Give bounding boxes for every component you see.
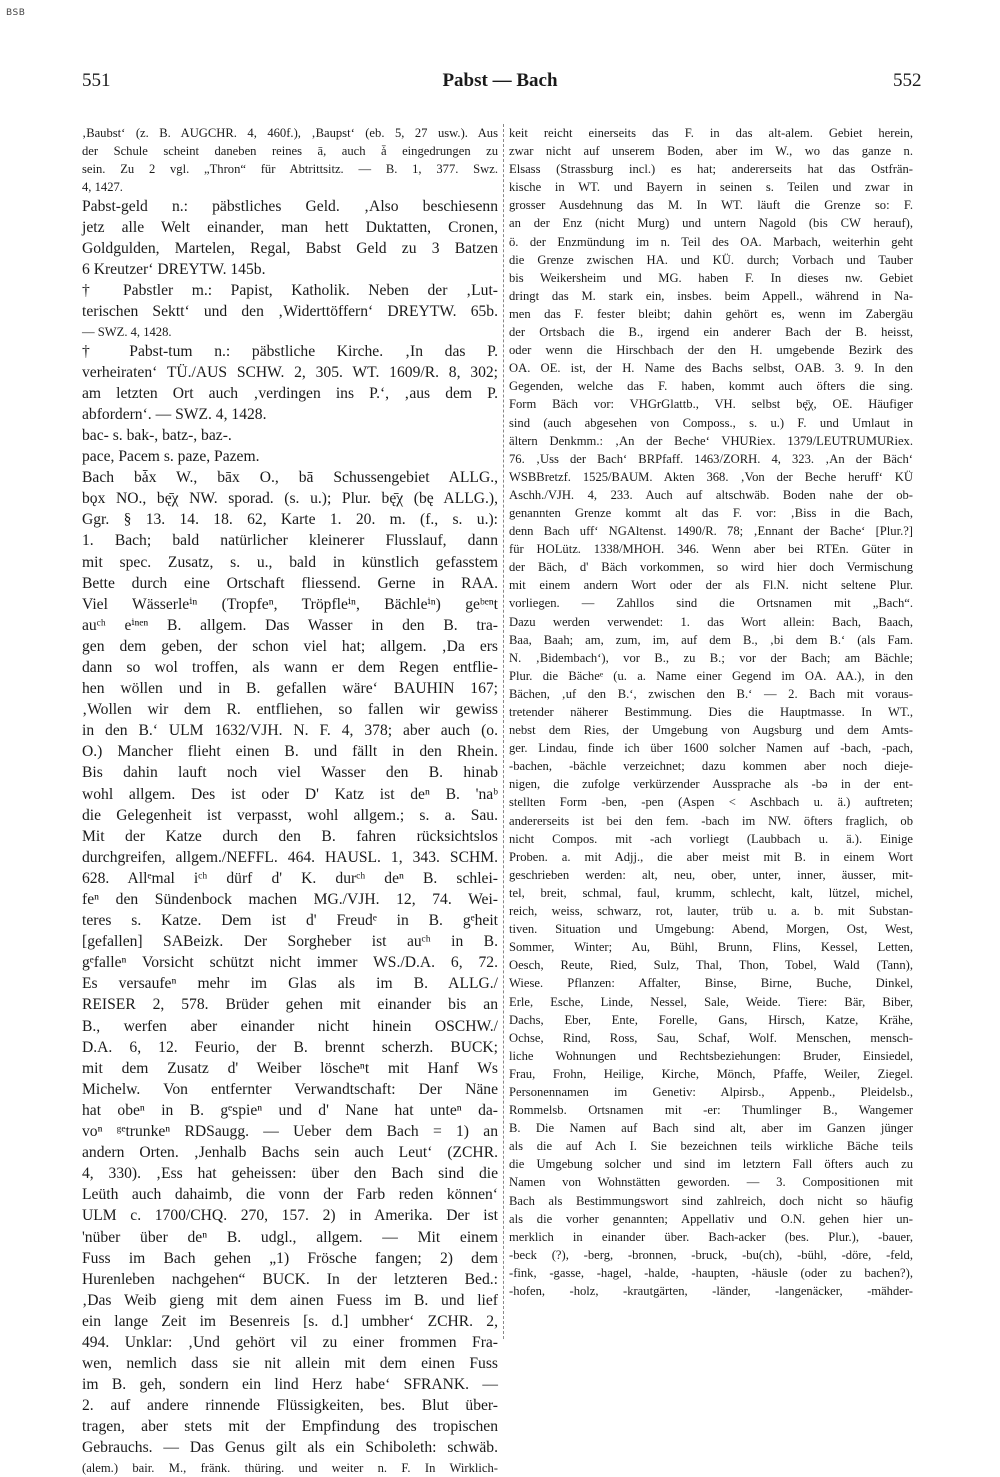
text-line: denn Bach uff‘ NGAltenst. 1490/R. 78; ‚Ennant der Bache‘ [Plur.?] bbox=[509, 524, 913, 539]
text-line: Leüth auch dahaimb, die vonn der Farb reden können‘ bbox=[82, 1186, 498, 1204]
text-line: nebst dem Ries, der Umgebung von Augsburg und dem Amts- bbox=[509, 723, 913, 738]
text-line: andern Orten. ‚Jenhalb Bachs sein auch Leut‘ (ZCHR. bbox=[82, 1144, 498, 1162]
text-line: mit einem andern Wort oder der als Fl.N. nicht seltene Plur. bbox=[509, 578, 913, 593]
text-line: † Pabst-tum n.: päbstliche Kirche. ‚In das P. bbox=[82, 342, 498, 360]
text-line: 628. Allᵉmal iᶜʰ dürf d' K. durᶜʰ deⁿ B. schlei- bbox=[82, 869, 498, 887]
left-text-column bbox=[82, 124, 498, 1475]
text-line: der Bäch, d' Bäch vorkommen, so wird hier doch Vermischung bbox=[509, 560, 913, 575]
text-line: Dachs, Eber, Ente, Forelle, Gans, Hirsch, Katze, Krähe, bbox=[509, 1012, 913, 1027]
text-line: reich, weiss, schwarz, rot, lauter, trüb u. a. b. mit Substan- bbox=[509, 904, 913, 919]
text-line: Bette durch eine Ortschaft fliessend. Gerne in RAA. bbox=[82, 574, 498, 592]
text-line: Proben. a. mit Adjj., die aber meist mit B. in einem Wort bbox=[509, 849, 913, 864]
text-line: auᶜʰ eⁱⁿᵉⁿ B. allgem. Das Wasser in den B. tra- bbox=[82, 616, 498, 634]
text-line: geschrieben werden: alt, neu, ober, unter, inner, äusser, mit- bbox=[509, 867, 913, 882]
text-line: nicht Compos. mit -ach vorliegt (Laubbach u. ä.). Einige bbox=[509, 831, 913, 846]
text-line: 4, 330). ‚Ess hat geheissen: über den Bach sind die bbox=[82, 1165, 498, 1183]
text-line: nigen, die zufolge verkürzender Aussprache als -bə in der ent- bbox=[509, 777, 913, 792]
text-line: Mit der Katze durch den B. fahren rücksichtslos bbox=[82, 827, 498, 845]
text-line: als die vorher genannten; Appellativ und O.N. gehen hier un- bbox=[509, 1211, 913, 1226]
text-line: — SWZ. 4, 1428. bbox=[82, 324, 172, 339]
text-line: † Pabstler m.: Papist, Katholik. Neben der ‚Lut- bbox=[82, 282, 498, 300]
text-line: verheiraten‘ TÜ./AUS SCHW. 2, 305. WT. 1609/R. 8, 302; bbox=[82, 363, 498, 381]
text-line: ger. Lindau, finde ich über 1600 solcher Namen auf -bach, -pach, bbox=[509, 741, 913, 756]
text-line: die Grenze zwischen HA. und KÜ. durch; Vorbach und Tauber bbox=[509, 252, 913, 267]
text-line: tragen, aber stets mit der Empfindung des tropischen bbox=[82, 1418, 498, 1436]
text-line: hen wöllen und in B. gefallen wäre‘ BAUHIN 167; bbox=[82, 680, 498, 698]
text-line: -hofen, -holz, -krautgärten, -länder, -langenäcker, -mähder- bbox=[509, 1284, 913, 1298]
text-line: Ggr. § 13. 14. 18. 62, Karte 1. 20. m. (f., s. u.): bbox=[82, 511, 498, 529]
text-line: bis Weikersheim und MG. haben F. In dieses nw. Gebiet bbox=[509, 270, 913, 285]
text-line: wohl allgem. Des ist oder D' Katz ist deⁿ B. 'naᵇ bbox=[82, 785, 498, 803]
text-line: Form Bäch vor: VHGrGlattb., VH. selbst bę̄χ, OE. Häufiger bbox=[509, 397, 913, 412]
text-line: OA. OE. ist, der H. Name des Bachs selbst, OAB. 3. 9. In den bbox=[509, 361, 913, 376]
column-divider bbox=[503, 124, 504, 1339]
text-line: dringt das M. stark ein, insbes. beim Appell., während in Na- bbox=[509, 288, 913, 303]
running-title: Pabst — Bach bbox=[442, 70, 558, 91]
text-line: ULM c. 1700/CHQ. 270, 157. 2) in Amerika. Der ist bbox=[82, 1207, 498, 1225]
text-line: Bach als Bestimmungswort sind zahlreich, doch nicht so häufig bbox=[509, 1193, 913, 1208]
text-line: gen dem geben, der schon viel hat; allgem. ‚Da ers bbox=[82, 637, 498, 655]
text-line: bac- s. bak-, batz-, baz-. bbox=[82, 426, 232, 444]
text-line: für HOLütz. 1338/MHOH. 346. Wenn aber bei RTEn. Güter in bbox=[509, 542, 913, 557]
text-line: merklich in einander über. Bach-acker (bes. Plur.), -bauer, bbox=[509, 1229, 913, 1244]
text-line: Aschh./VJH. 4, 233. Auch auf altschwäb. Boden nahe der ob- bbox=[509, 487, 913, 502]
text-line: B. Die Namen auf Bach sind alt, aber im Ganzen jünger bbox=[509, 1121, 913, 1136]
page-header bbox=[0, 70, 1000, 102]
text-line: 76. ‚Uss der Bach‘ BRPfaff. 1463/ZORH. 4, 323. ‚An der Bäch‘ bbox=[509, 451, 913, 466]
text-line: Personennamen im Genetiv: Alpirsb., Appenb., Pleidelsb., bbox=[509, 1084, 913, 1099]
text-line: Elsass (Strassburg incl.) es hat; andererseits hat das Ostfrän- bbox=[509, 162, 913, 177]
text-line: gᵉfalleⁿ Vorsicht schützt nicht immer WS./D.A. 6, 72. bbox=[82, 954, 498, 972]
text-line: bǫx NO., bę̄χ NW. sporad. (s. u.); Plur. bę̄χ (bę ALLG.), bbox=[82, 490, 498, 508]
text-line: Es versaufeⁿ mehr im Glas als im B. ALLG./ bbox=[82, 975, 498, 993]
text-line: Ochse, Rind, Ross, Sau, Schaf, Wolf. Menschen, mensch- bbox=[509, 1030, 913, 1045]
text-line: Bis dahin lauft noch viel Wasser den B. hinab bbox=[82, 764, 498, 782]
text-line: REISER 2, 578. Brüder gehen mit einander bis an bbox=[82, 996, 498, 1014]
text-line: pace, Pacem s. paze, Pazem. bbox=[82, 448, 260, 466]
text-line: sein. Zu 2 vgl. „Thron“ für Abtrittsitz. — B. 1, 377. Swz. bbox=[82, 162, 498, 176]
text-line: kische in WT. und Bayern in seinen s. Teilen und zwar in bbox=[509, 180, 913, 195]
text-line: Erle, Esche, Linde, Nessel, Sale, Weide. Tiere: Bär, Biber, bbox=[509, 994, 913, 1009]
text-line: ältern Denkmm.: ‚An der Beche‘ VHURiex. 1379/LEUTRUMURiex. bbox=[509, 433, 913, 448]
text-line: zwar nicht auf unserem Boden, aber im W., wo das ganze n. bbox=[509, 144, 913, 159]
text-line: -beck (?), -berg, -bronnen, -bruck, -bu(ch), -bühl, -döre, -feld, bbox=[509, 1247, 913, 1262]
text-line: oder wenn die Hirschbach der den H. umgebende Bezirk des bbox=[509, 343, 913, 358]
text-line: mit dem Zusatz d' Weiber löscheⁿt mit Hanf Ws bbox=[82, 1059, 498, 1077]
text-line: D.A. 6, 12. Feurio, der B. brennt scherzh. BUCK; bbox=[82, 1038, 498, 1056]
text-line: Michelw. Von entfernter Verwandtschaft: Der Näne bbox=[82, 1080, 498, 1098]
text-line: Fuss im Bach gehen „1) Frösche fangen; 2) dem bbox=[82, 1249, 498, 1267]
text-line: in den B.‘ ULM 1632/VJH. N. F. 4, 378; aber auch (o. bbox=[82, 722, 498, 740]
text-line: voⁿ ᵍᵉtrunkeⁿ RDSaugg. — Ueber dem Bach = 1) an bbox=[82, 1123, 498, 1141]
right-page-number: 552 bbox=[893, 70, 922, 91]
text-line: teres s. Katze. Dem ist d' Freudᵉ in B. gᵉheit bbox=[82, 912, 498, 930]
text-line: am letzten Ort auch ‚verdingen ins P.‘, ‚aus dem P. bbox=[82, 384, 498, 402]
text-line: Bach bǡx W., bāx O., bā Schussengebiet ALLG., bbox=[82, 469, 498, 487]
text-line: tretender näherer Bestimmung. Dies die Hauptmasse. In WT., bbox=[509, 705, 913, 719]
text-line: dann so wol troffen, als wann er dem Regen entflie- bbox=[82, 658, 498, 676]
text-line: 1. Bach; bald natürlicher kleinerer Flusslauf, dann bbox=[82, 532, 498, 550]
text-line: Sommer, Winter; Au, Bühl, Brunn, Flins, Kessel, Letten, bbox=[509, 940, 913, 955]
text-line: -fink, -gasse, -hagel, -halde, -haupten, -häusle (oder zu bachen?), bbox=[509, 1265, 913, 1280]
text-line: mit spec. Zusatz, s. u., bald in künstlich gefasstem bbox=[82, 553, 498, 571]
text-line: ‚Das Weib gieng mit dem ainen Fuess im B. und lief bbox=[82, 1291, 498, 1309]
text-line: genannten Grenze kommt alt das F. vor: ‚Biss in die Bach, bbox=[509, 505, 913, 520]
text-line: (alem.) bair. M., fränk. thüring. und weiter n. F. In Wirklich- bbox=[82, 1460, 498, 1475]
text-line: Bächen, ‚uf den B.‘, zwischen den B.‘ — 2. Bach mit voraus- bbox=[509, 686, 913, 701]
text-line: andererseits ist bei den fem. -bach im NW. öfters fraglich, ob bbox=[509, 813, 913, 828]
text-line: wen, nemlich dass sie nit allein mit dem einen Fuss bbox=[82, 1355, 498, 1373]
text-line: feⁿ den Sündenbock machen MG./VJH. 12, 74. Wei- bbox=[82, 891, 498, 908]
text-line: Viel Wässerleⁱⁿ (Tropfeⁿ, Tröpfleⁱⁿ, Bächleⁱⁿ) geᵇᵉⁿt bbox=[82, 595, 498, 613]
text-line: -bachen, -bächle verzeichnet; dazu kommen aber noch dieje- bbox=[509, 759, 913, 774]
text-line: [gefallen] SABeizk. Der Sorgheber ist auᶜʰ in B. bbox=[82, 933, 498, 951]
text-line: keit reicht einerseits das F. in das alt-alem. Gebiet herein, bbox=[509, 126, 913, 140]
text-line: terischen Sektt‘ und den ‚Widerttöffern‘ DREYTW. 65b. bbox=[82, 303, 498, 321]
text-line: Baa, Baah; am, zum, im, auf dem B., ‚bi dem B.‘ (als Fam. bbox=[509, 632, 913, 647]
text-line: Gebrauchs. — Das Genus gilt als ein Schiboleth: schwäb. bbox=[82, 1439, 498, 1457]
text-line: Dazu werden verwendet: 1. das Wort allein: Bach, Baach, bbox=[509, 614, 913, 629]
text-line: jetz alle Welt einander, man hett Duktatten, Cronen, bbox=[82, 219, 498, 237]
text-line: 494. Unklar: ‚Und gehört vil zu einer frommen Fra- bbox=[82, 1333, 498, 1351]
text-line: O.) Mancher flieht einen B. und fällt in den Rhein. bbox=[82, 743, 498, 761]
text-line: sind (auch abgesehen von Composs., s. u.) F. und Umlaut in bbox=[509, 415, 913, 430]
text-line: 'nüber über deⁿ B. udgl., allgem. — Mit einem bbox=[82, 1228, 498, 1246]
text-line: Plur. die Bächeᵉ (u. a. Name einer Gegend im OA. AA.), in den bbox=[509, 668, 913, 683]
text-line: die Umgebung solcher und sind im letztern Fall öfters auch zu bbox=[509, 1157, 913, 1172]
text-line: Frau, Frohn, Heilige, Kirche, Mönch, Pfaffe, Weiler, Ziegel. bbox=[509, 1066, 913, 1081]
text-line: an der Enz (nicht Murg) und untern Nagold (bis CW herauf), bbox=[509, 216, 913, 231]
text-line: abfordern‘. — SWZ. 4, 1428. bbox=[82, 405, 267, 423]
text-line: B., werfen aber einander nicht hinein OSCHW./ bbox=[82, 1017, 498, 1035]
text-line: Wiese. Pflanzen: Affalter, Binse, Birne, Buche, Dinkel, bbox=[509, 976, 913, 991]
text-line: tel, breit, schmal, faul, krumm, schlecht, kalt, lützel, michel, bbox=[509, 885, 913, 900]
text-line: der Ortsbach die B., irgend ein anderer Bach der B. heisst, bbox=[509, 325, 913, 340]
text-line: die Gelegenheit ist verpasst, wohl allgem.; s. a. Sau. bbox=[82, 806, 498, 824]
text-line: 4, 1427. bbox=[82, 180, 123, 194]
text-line: ein lange Zeit im Besenreis [s. d.] umbher‘ ZCHR. 2, bbox=[82, 1312, 498, 1330]
text-line: ö. der Enzmündung im n. Teil des OA. Marbach, weiterhin geht bbox=[509, 234, 913, 249]
left-page-number: 551 bbox=[82, 70, 111, 91]
text-line: ‚Baubst‘ (z. B. AUGCHR. 4, 460f.), ‚Baupst‘ (eb. 5, 27 usw.). Aus bbox=[82, 126, 498, 140]
text-line: durchgreifen, allgem./NEFFL. 464. HAUSL. 1, 343. SCHM. bbox=[82, 848, 498, 866]
text-line: 2. auf andere rinnende Flüssigkeiten, bes. Blut über- bbox=[82, 1397, 498, 1415]
text-line: vorliegen. — Zahllos sind die Ortsnamen mit „Bach“. bbox=[509, 596, 913, 611]
text-line: Pabst-geld n.: päbstliches Geld. ‚Also beschiesenn bbox=[82, 198, 498, 215]
text-line: als die auf Ach I. Sie bezeichnen teils wirkliche Bäche teils bbox=[509, 1139, 913, 1154]
library-stamp: BSB bbox=[6, 8, 26, 18]
text-line: der Schule scheint daneben reines ā, auch ǡ eingedrungen zu bbox=[82, 144, 498, 158]
text-line: WSBBretzf. 1525/BAUM. Akten 368. ‚Von der Beche heruff‘ KÜ bbox=[509, 469, 913, 484]
text-line: Goldgulden, Martelen, Regal, Babst Geld zu 3 Batzen bbox=[82, 240, 498, 258]
right-text-column bbox=[509, 124, 913, 1344]
text-line: grosser Ausdehnung das M. In WT. läuft die Grenze so: F. bbox=[509, 198, 913, 213]
text-line: Hurenleben nachgehen“ BUCK. In der letzteren Bed.: bbox=[82, 1270, 498, 1288]
text-line: Rommelsb. Ortsnamen mit -er: Thumlinger B., Wangemer bbox=[509, 1103, 913, 1118]
text-line: Oesch, Reute, Ried, Sulz, Thal, Thon, Tobel, Wald (Tann), bbox=[509, 958, 913, 973]
text-line: hat obeⁿ in B. gᵉspieⁿ und d' Nane hat unteⁿ da- bbox=[82, 1101, 498, 1119]
text-line: Gegenden, welche das F. haben, kommt auch öfters die sing. bbox=[509, 379, 913, 394]
text-line: im B. geh, sondern ein lind Herz habe‘ SFRANK. — bbox=[82, 1376, 498, 1394]
text-line: ‚Wollen wir dem R. entfliehen, so fallen wir gewiss bbox=[82, 701, 498, 719]
text-line: N. ‚Bidembach‘), vor B., zu B.; vor der Bach; am Bächle; bbox=[509, 650, 913, 665]
text-line: Namen von Wohnstätten geworden. — 3. Compositionen mit bbox=[509, 1175, 913, 1190]
text-line: men das F. fester bleibt; dahin gehört es, wenn im Zabergäu bbox=[509, 306, 913, 321]
text-line: tiven. Situation und Umgebung: Abend, Morgen, Ost, West, bbox=[509, 922, 913, 937]
text-line: 6 Kreutzer‘ DREYTW. 145b. bbox=[82, 261, 266, 279]
text-line: liche Wohnungen und Rechtsbeziehungen: Bruder, Einsiedel, bbox=[509, 1048, 913, 1063]
text-line: stellten Form -ben, -pen (Aspen < Aschbach u. ä.) auftreten; bbox=[509, 795, 913, 810]
